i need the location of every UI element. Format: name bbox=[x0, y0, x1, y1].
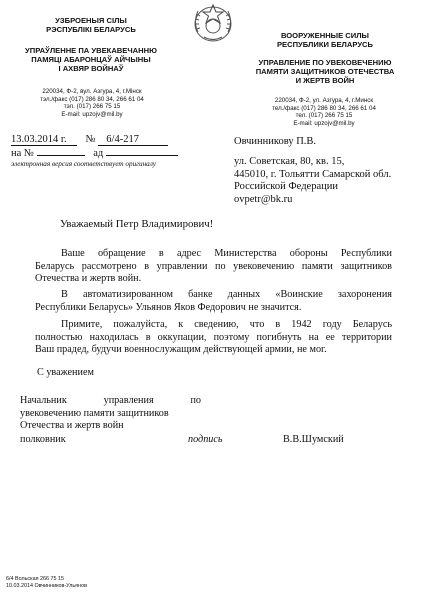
header-right-org-line1: ВООРУЖЕННЫЕ СИЛЫ bbox=[280, 31, 369, 40]
doc-number-label: № bbox=[85, 134, 96, 145]
recipient-name: Овчинникову П.В. bbox=[234, 136, 317, 147]
header-left-org-line1: УЗБРОЕНЫЯ СІЛЫ bbox=[55, 16, 127, 25]
doc-ad-blank bbox=[106, 145, 178, 156]
doc-ad-label: ад bbox=[93, 148, 104, 159]
doc-na-label: на № bbox=[11, 148, 34, 159]
doc-reference-row bbox=[11, 145, 211, 159]
p3-line2: полностью находилась в оккупации, поэтому погибнуть на ее территории bbox=[35, 331, 392, 343]
recipient-email: ovpetr@bk.ru bbox=[234, 193, 293, 205]
recipient-line3: Российской Федерации bbox=[234, 181, 338, 193]
header-left-dept-line2: ПАМЯЦІ АБАРОНЦАЎ АЙЧЫНЫ bbox=[31, 55, 151, 64]
p1-line2: Беларусь рассмотрено в управлении по увековечению памяти защитников bbox=[35, 260, 392, 272]
doc-note: электронная версия соответствует оригиналу bbox=[11, 160, 156, 168]
header-right-addr-line4: E-mail: upzojv@mil.by bbox=[293, 119, 355, 127]
header-left-org bbox=[0, 16, 182, 34]
letter-paragraph-1 bbox=[35, 248, 392, 286]
signature-sign-label: подпись bbox=[188, 434, 223, 445]
header-right-addr-line2: тел./факс (017) 286 80 34, 266 61 04 bbox=[272, 104, 376, 112]
header-left-addr-line3: тэл. (017) 266 75 15 bbox=[63, 103, 121, 111]
header-left-dept bbox=[0, 46, 182, 73]
signature-rank: полковник bbox=[20, 434, 66, 445]
header-right-dept-line1: УПРАВЛЕНИЕ ПО УВЕКОВЕЧЕНИЮ bbox=[258, 58, 392, 67]
recipient-line2: 445010, г. Тольятти Самарской обл. bbox=[234, 168, 392, 180]
header-right-dept bbox=[232, 58, 418, 85]
letter-greeting: Уважаемый Петр Владимирович! bbox=[60, 218, 214, 230]
header-right-address bbox=[234, 97, 414, 127]
header-right-org bbox=[232, 31, 418, 49]
p1-line1: Ваше обращение в адрес Министерства обороны Республики bbox=[61, 248, 392, 259]
signature-pos-line2: увековечению памяти защитников bbox=[20, 407, 169, 419]
header-left-addr-line2: тэл./факс (017) 286 80 34, 266 61 04 bbox=[40, 95, 144, 103]
signature-pos-line3: Отечества и жертв войн bbox=[20, 420, 124, 432]
p3-line3: Ваш прадед, будучи военнослужащим действующей армии, не мог. bbox=[35, 344, 327, 356]
p1-line3: Отечества и жертв войн. bbox=[35, 273, 142, 285]
header-left-addr-line4: E-mail: upzojv@mil.by bbox=[61, 110, 123, 118]
p2-line2: Республики Беларусь» Ульянов Яков Федорович не значится. bbox=[35, 301, 302, 313]
recipient-line1: ул. Советская, 80, кв. 15, bbox=[234, 156, 345, 167]
footer-line1: 6/4 Вольская 266 75 15 bbox=[6, 576, 64, 582]
header-left-org-line2: РЭСПУБЛІКІ БЕЛАРУСЬ bbox=[46, 25, 136, 34]
signature-pos-line1: Начальник управления по bbox=[20, 395, 201, 406]
footer-line2: 10.03.2014 Овчинников-Ульянов bbox=[6, 582, 87, 589]
state-emblem-icon bbox=[189, 2, 237, 44]
header-left-dept-line3: І АХВЯР ВОЙНАЎ bbox=[58, 64, 124, 73]
p2-line1: В автоматизированном банке данных «Воинские захоронения bbox=[61, 289, 392, 300]
recipient-address bbox=[234, 156, 391, 206]
p3-line1: Примите, пожалуйста, к сведению, что в 1942 году Беларусь bbox=[61, 319, 392, 330]
header-left-dept-line1: УПРАЎЛЕННЕ ПА УВЕКАВЕЧАННЮ bbox=[25, 46, 157, 55]
header-right-dept-line3: И ЖЕРТВ ВОЙН bbox=[295, 76, 355, 85]
signature-signer: В.В.Шумский bbox=[283, 434, 344, 445]
signature-position bbox=[20, 395, 201, 433]
letter-paragraph-2 bbox=[35, 289, 392, 314]
letter-regards: С уважением bbox=[37, 367, 94, 378]
doc-number: 6/4-217 bbox=[98, 134, 168, 146]
doc-na-blank bbox=[37, 145, 85, 156]
letter-paragraph-3 bbox=[35, 319, 392, 357]
footer-note bbox=[6, 576, 87, 589]
header-right-addr-line1: 220034, Ф-2, ул. Азгура, 4, г.Минск bbox=[274, 97, 374, 104]
header-right-addr-line3: тел. (017) 266 75 15 bbox=[295, 112, 353, 120]
header-right-dept-line2: ПАМЯТИ ЗАЩИТНИКОВ ОТЕЧЕСТВА bbox=[255, 67, 395, 76]
doc-date: 13.03.2014 г. bbox=[11, 134, 77, 146]
header-right-org-line2: РЕСПУБЛИКИ БЕЛАРУСЬ bbox=[276, 40, 374, 49]
header-left-addr-line1: 220034, Ф-2, вул. Азгура, 4, г.Мінск bbox=[42, 88, 142, 95]
header-left-address bbox=[2, 88, 182, 118]
